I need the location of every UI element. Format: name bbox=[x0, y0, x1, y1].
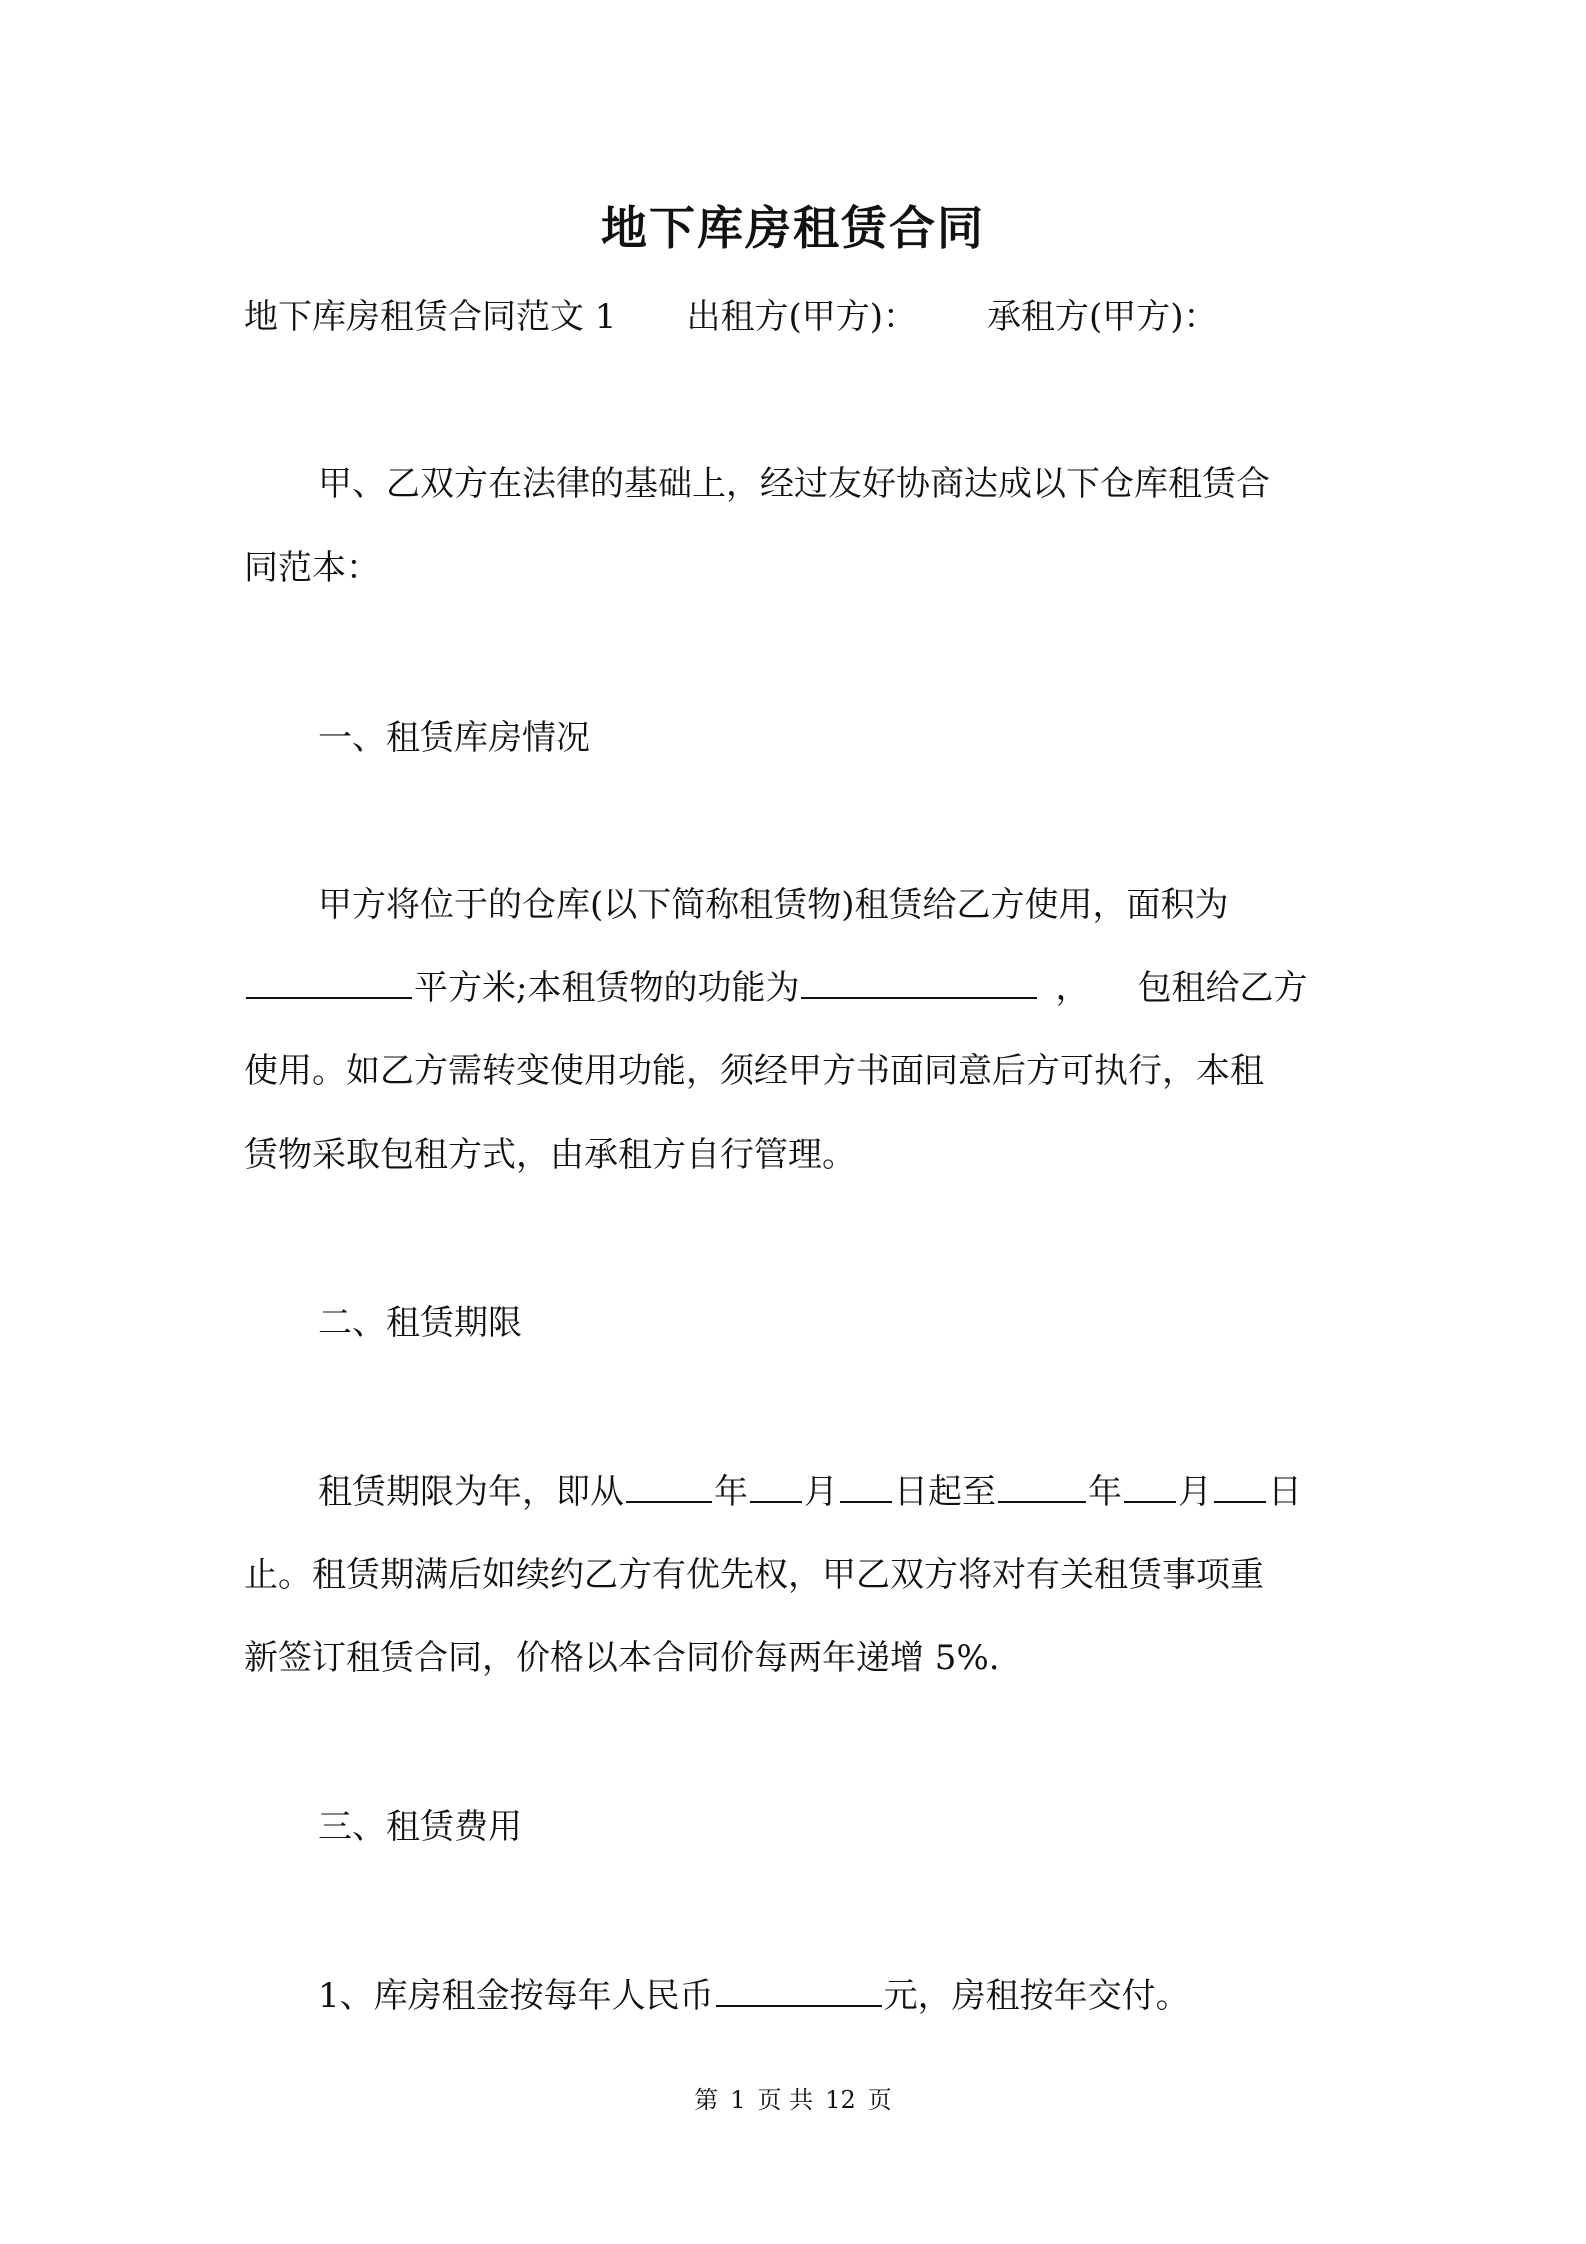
page-number: 1 bbox=[730, 2086, 746, 2114]
section1-line-2 bbox=[244, 963, 1307, 1013]
subtitle-line bbox=[244, 292, 1218, 342]
section3-item-1 bbox=[318, 1971, 1190, 2021]
area-text: 平方米;本租赁物的功能为 bbox=[414, 968, 800, 1008]
start-year-blank[interactable] bbox=[626, 1469, 712, 1503]
sample-label: 地下库房租赁合同范文 1 bbox=[244, 297, 617, 337]
page-label: 第 bbox=[694, 2086, 719, 2114]
section3-heading: 三、租赁费用 bbox=[318, 1807, 522, 1847]
lessor-label: 出租方(甲方)： bbox=[686, 297, 917, 337]
page-footer bbox=[0, 2084, 1586, 2116]
section1-line-1: 甲方将位于的仓库(以下简称租赁物)租赁给乙方使用，面积为 bbox=[318, 885, 1229, 925]
section1-heading: 一、租赁库房情况 bbox=[318, 718, 590, 758]
rent-amount-blank[interactable] bbox=[716, 1973, 882, 2007]
start-day-blank[interactable] bbox=[840, 1469, 892, 1503]
end-month-blank[interactable] bbox=[1124, 1469, 1176, 1503]
lease-text: 包租给乙方 bbox=[1137, 968, 1308, 1008]
lessee-label: 承租方(甲方)： bbox=[986, 297, 1218, 337]
section2-line-3: 新签订租赁合同，价格以本合同价每两年递增 5%. bbox=[244, 1638, 1000, 1678]
end-year-blank[interactable] bbox=[998, 1469, 1086, 1503]
page-mid-label: 页 共 bbox=[757, 2086, 814, 2114]
intro-line-2: 同范本： bbox=[244, 548, 380, 588]
end-day-blank[interactable] bbox=[1214, 1469, 1266, 1503]
area-blank[interactable] bbox=[246, 965, 412, 999]
end-day-label: 日 bbox=[1268, 1472, 1302, 1512]
intro-line-1: 甲、乙双方在法律的基础上，经过友好协商达成以下仓库租赁合 bbox=[318, 464, 1270, 504]
start-month-label: 月 bbox=[804, 1472, 838, 1512]
start-year-label: 年 bbox=[714, 1472, 748, 1512]
start-month-blank[interactable] bbox=[750, 1469, 802, 1503]
end-month-label: 月 bbox=[1178, 1472, 1212, 1512]
section2-line-2: 止。租赁期满后如续约乙方有优先权，甲乙双方将对有关租赁事项重 bbox=[244, 1555, 1264, 1595]
section1-line-4: 赁物采取包租方式，由承租方自行管理。 bbox=[244, 1135, 856, 1175]
end-year-label: 年 bbox=[1088, 1472, 1122, 1512]
section2-line-1 bbox=[318, 1467, 1302, 1517]
page-end-label: 页 bbox=[867, 2086, 892, 2114]
section2-heading: 二、租赁期限 bbox=[318, 1303, 522, 1343]
start-day-label: 日起至 bbox=[894, 1472, 996, 1512]
section1-line-3: 使用。如乙方需转变使用功能，须经甲方书面同意后方可执行，本租 bbox=[244, 1051, 1264, 1091]
rent-text: 1、库房租金按每年人民币 bbox=[318, 1976, 714, 2016]
page-total: 12 bbox=[825, 2086, 856, 2114]
rent-unit-text: 元，房租按年交付。 bbox=[883, 1976, 1190, 2016]
document-title: 地下库房租赁合同 bbox=[601, 201, 985, 255]
comma-text: ， bbox=[1055, 968, 1090, 1008]
term-text: 租赁期限为年，即从 bbox=[318, 1472, 624, 1512]
function-blank[interactable] bbox=[801, 965, 1037, 999]
